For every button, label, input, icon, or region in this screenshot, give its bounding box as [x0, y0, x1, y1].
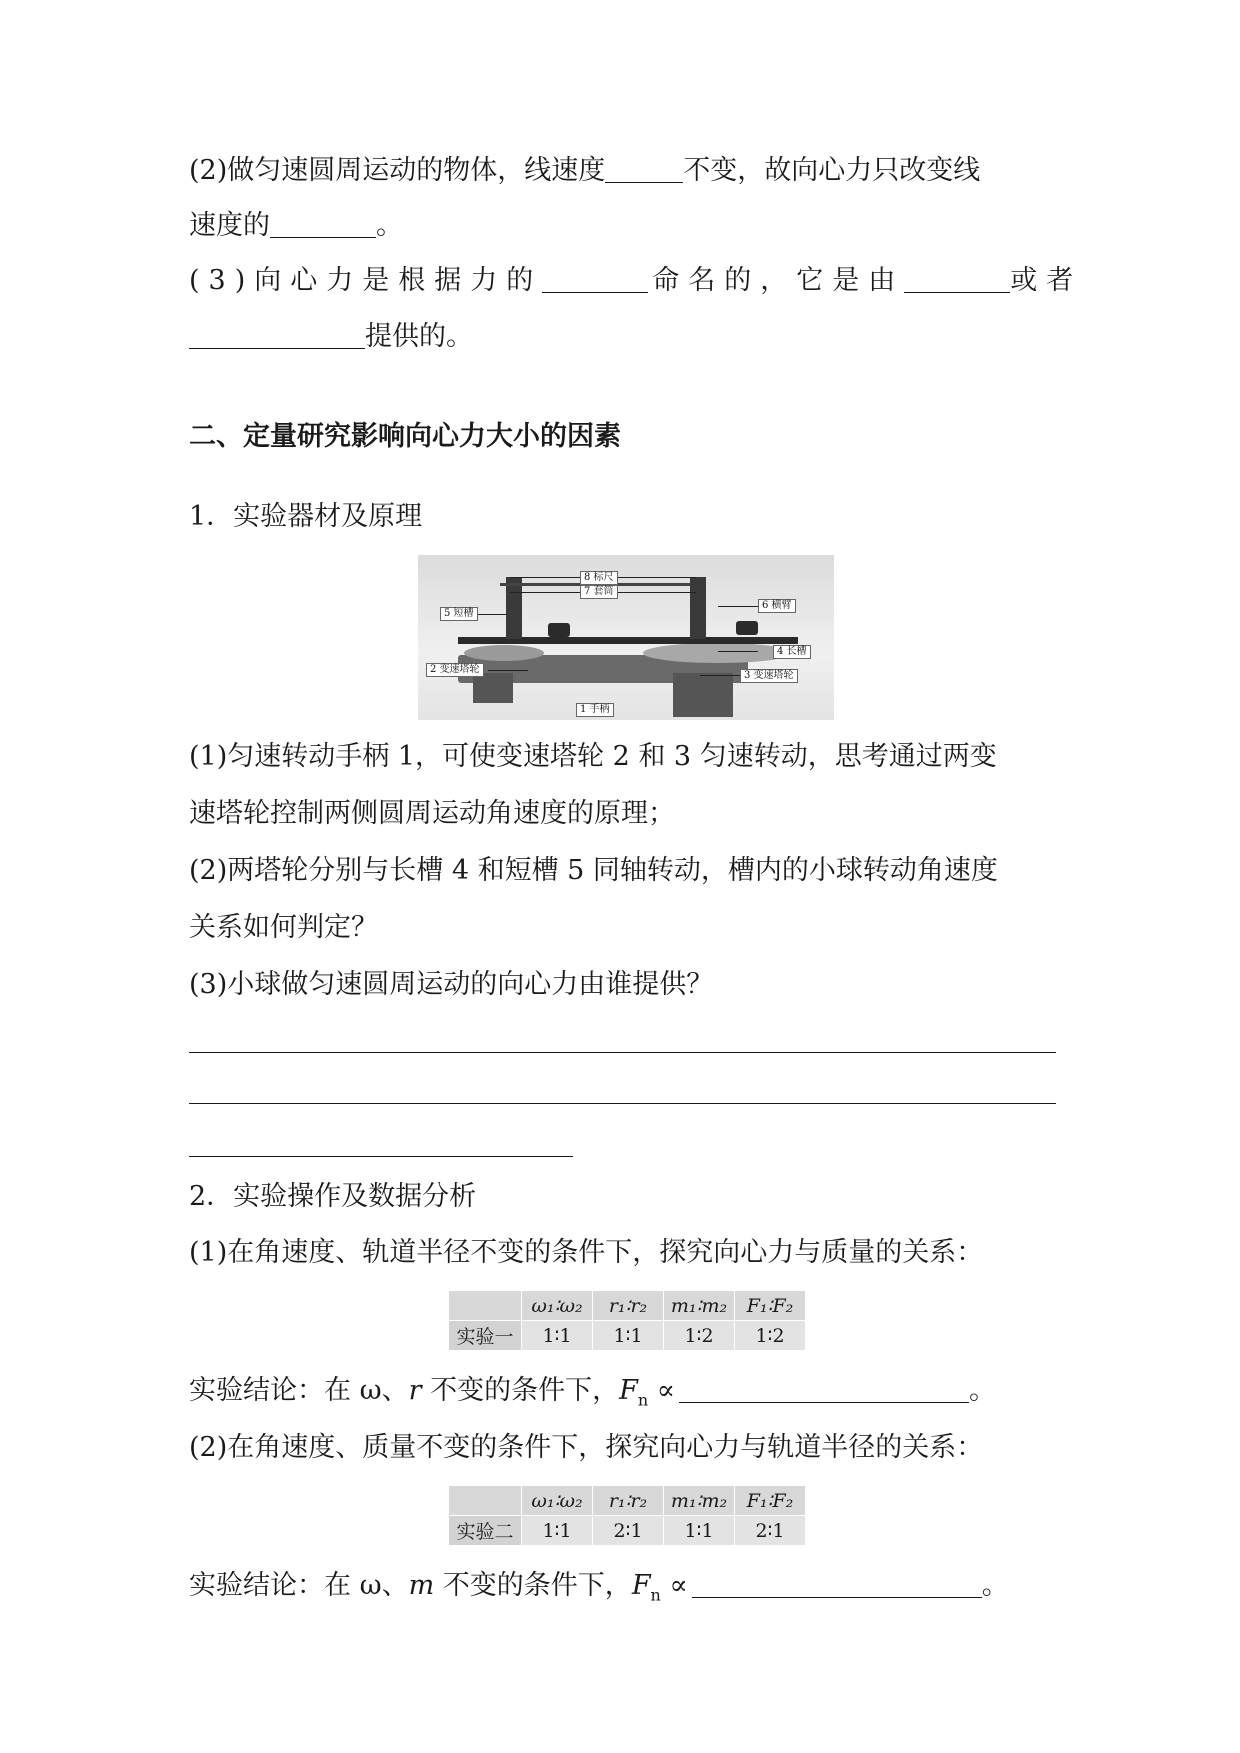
table-cell: 1∶1	[593, 1321, 664, 1351]
conclusion-2	[189, 1569, 1009, 1603]
question-2-line-2	[189, 209, 403, 243]
answer-blank[interactable]	[605, 156, 683, 183]
table-cell: 1∶1	[664, 1516, 735, 1546]
label-tower-wheel-3: 3 变速塔轮	[740, 669, 798, 683]
header-cell: ω₁∶ω₂	[522, 1486, 593, 1516]
data-table-2	[448, 1485, 806, 1546]
text: (3)向心力是根据力的	[189, 265, 543, 296]
section-heading: 二、定量研究影响向心力大小的因素	[189, 421, 621, 452]
answer-blank[interactable]	[189, 322, 365, 349]
text: (2)做匀速圆周运动的物体，线速度	[189, 155, 606, 186]
part-2-prompt: (2)在角速度、质量不变的条件下，探究向心力与轨道半径的关系：	[189, 1432, 984, 1463]
header-cell: F₁∶F₂	[735, 1291, 806, 1321]
question-3-line-2	[189, 320, 473, 354]
header-cell: r₁∶r₂	[593, 1486, 664, 1516]
header-cell: m₁∶m₂	[664, 1291, 735, 1321]
apparatus-foot-right	[673, 673, 733, 717]
text: 提供的。	[365, 321, 473, 352]
text: 或者	[1010, 265, 1083, 296]
proportional-symbol: ∝	[648, 1375, 676, 1406]
answer-line[interactable]	[189, 1052, 1056, 1053]
text: 不变的条件下，	[434, 1570, 632, 1601]
variable: r	[408, 1375, 422, 1406]
leader-line	[510, 592, 580, 593]
question-2-line-2: 关系如何判定？	[189, 912, 378, 943]
conclusion-1	[189, 1374, 996, 1408]
answer-line[interactable]	[189, 1103, 1056, 1104]
variable: m	[408, 1570, 435, 1601]
label-short-groove: 5 短槽	[440, 607, 478, 621]
table-cell: 1∶2	[664, 1321, 735, 1351]
tower-wheel-left	[464, 645, 544, 661]
text: 速度的	[189, 210, 270, 241]
subsection-title-2: 2．实验操作及数据分析	[189, 1181, 477, 1212]
leader-line	[478, 614, 508, 615]
text: 。	[969, 1375, 997, 1406]
table-header-row	[449, 1291, 806, 1321]
subsection-title-1: 1．实验器材及原理	[189, 501, 423, 532]
label-sleeve: 7 套筒	[580, 585, 618, 599]
label-handle: 1 手柄	[576, 703, 614, 717]
force-symbol: F	[631, 1570, 651, 1601]
header-cell: F₁∶F₂	[735, 1486, 806, 1516]
leader-line	[718, 651, 758, 652]
text: 命名的，它是由	[652, 265, 905, 296]
text: 。	[981, 1570, 1009, 1601]
cross-arm-left	[548, 623, 570, 637]
answer-blank[interactable]	[904, 266, 1010, 293]
label-scale: 8 标尺	[580, 571, 618, 585]
leader-line	[510, 577, 580, 578]
table-cell: 2∶1	[735, 1516, 806, 1546]
sleeve-column-left	[506, 577, 522, 639]
apparatus-photo	[418, 555, 834, 720]
text: 实验结论：在 ω、	[189, 1570, 409, 1601]
header-cell	[449, 1486, 522, 1516]
question-1-line-2: 速塔轮控制两侧圆周运动角速度的原理；	[189, 798, 675, 829]
leader-line	[700, 675, 740, 676]
table-cell: 1∶2	[735, 1321, 806, 1351]
answer-blank[interactable]	[270, 211, 376, 238]
question-3: (3)小球做匀速圆周运动的向心力由谁提供？	[189, 969, 714, 1000]
question-1-line-1: (1)匀速转动手柄 1，可使变速塔轮 2 和 3 匀速转动，思考通过两变	[189, 741, 997, 772]
label-long-groove: 4 长槽	[773, 645, 811, 659]
answer-blank[interactable]	[692, 1571, 982, 1598]
cross-arm-right	[736, 621, 758, 635]
sleeve-column-right	[690, 577, 706, 639]
data-table-1	[448, 1290, 806, 1351]
force-symbol: F	[619, 1375, 638, 1406]
answer-blank[interactable]	[679, 1376, 969, 1403]
apparatus-foot-left	[473, 673, 513, 703]
text: 不变，故向心力只改变线	[683, 155, 981, 186]
table-row	[449, 1516, 806, 1546]
header-cell	[449, 1291, 522, 1321]
part-1-prompt: (1)在角速度、轨道半径不变的条件下，探究向心力与质量的关系：	[189, 1237, 984, 1268]
leader-line	[618, 592, 696, 593]
text: 。	[376, 210, 403, 241]
header-cell: ω₁∶ω₂	[522, 1291, 593, 1321]
question-2-line-1	[189, 154, 980, 188]
leader-line	[718, 606, 758, 607]
table-row	[449, 1321, 806, 1351]
text: 不变的条件下，	[421, 1375, 620, 1406]
table-cell: 1∶1	[522, 1321, 593, 1351]
header-cell: r₁∶r₂	[593, 1291, 664, 1321]
table-header-row	[449, 1486, 806, 1516]
tower-wheel-right	[643, 643, 793, 663]
row-label: 实验一	[449, 1321, 522, 1351]
label-tower-wheel-2: 2 变速塔轮	[426, 663, 484, 677]
label-cross-arm: 6 横臂	[758, 599, 796, 613]
proportional-symbol: ∝	[660, 1570, 688, 1601]
table-cell: 1∶1	[522, 1516, 593, 1546]
header-cell: m₁∶m₂	[664, 1486, 735, 1516]
answer-blank[interactable]	[542, 266, 648, 293]
leader-line	[618, 577, 696, 578]
table-cell: 2∶1	[593, 1516, 664, 1546]
leader-line	[488, 670, 528, 671]
question-2-line-1: (2)两塔轮分别与长槽 4 和短槽 5 同轴转动，槽内的小球转动角速度	[189, 855, 998, 886]
text: 实验结论：在 ω、	[189, 1375, 409, 1406]
answer-line[interactable]	[189, 1156, 573, 1157]
question-3-line-1	[189, 264, 1082, 298]
row-label: 实验二	[449, 1516, 522, 1546]
subscript: n	[650, 1585, 661, 1605]
subscript: n	[637, 1390, 649, 1410]
